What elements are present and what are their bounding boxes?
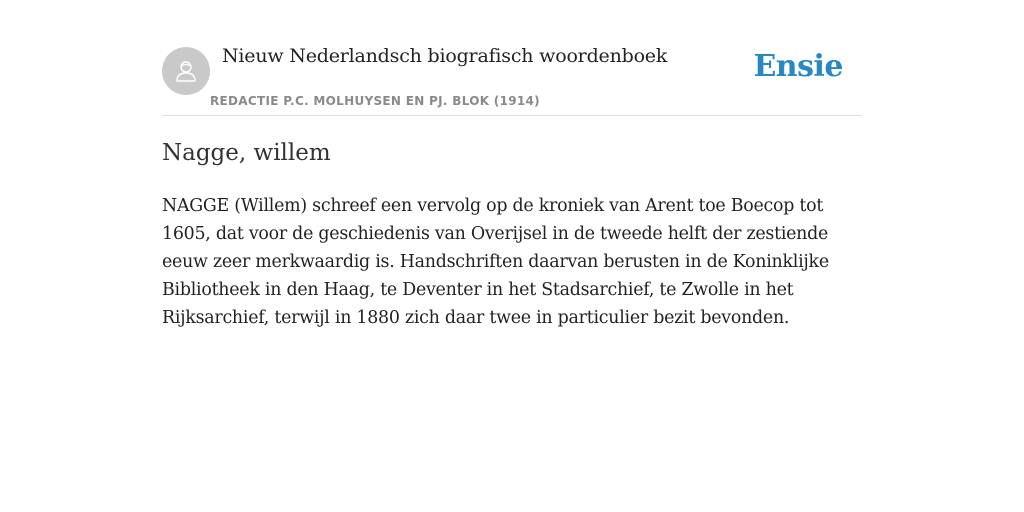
book-title[interactable]: Nieuw Nederlandsch biografisch woordenboek [222, 45, 668, 67]
page-title: Nagge, willem [162, 140, 331, 166]
entry-text: NAGGE (Willem) schreef een vervolg op de kroniek van Arent toe Boecop tot 1605, dat voor de geschiedenis van Overijsel in de tweede helft der zestiende eeuw zeer merkwaardig is. Handschriften daarvan berusten in de Koninklijke Bibliotheek in den Haag, te Deventer in het Stadsarchief, te Zwolle in het Rijksarchief, terwijl in 1880 zich daar twee in particulier bezit bevonden. [162, 196, 829, 328]
avatar[interactable] [162, 47, 210, 95]
book-subtitle: REDACTIE P.C. MOLHUYSEN EN PJ. BLOK (1914) [210, 94, 540, 108]
brand-logo[interactable]: Ensie [753, 49, 843, 84]
header [162, 0, 862, 116]
person-outline-icon [172, 57, 200, 85]
page [162, 0, 862, 328]
